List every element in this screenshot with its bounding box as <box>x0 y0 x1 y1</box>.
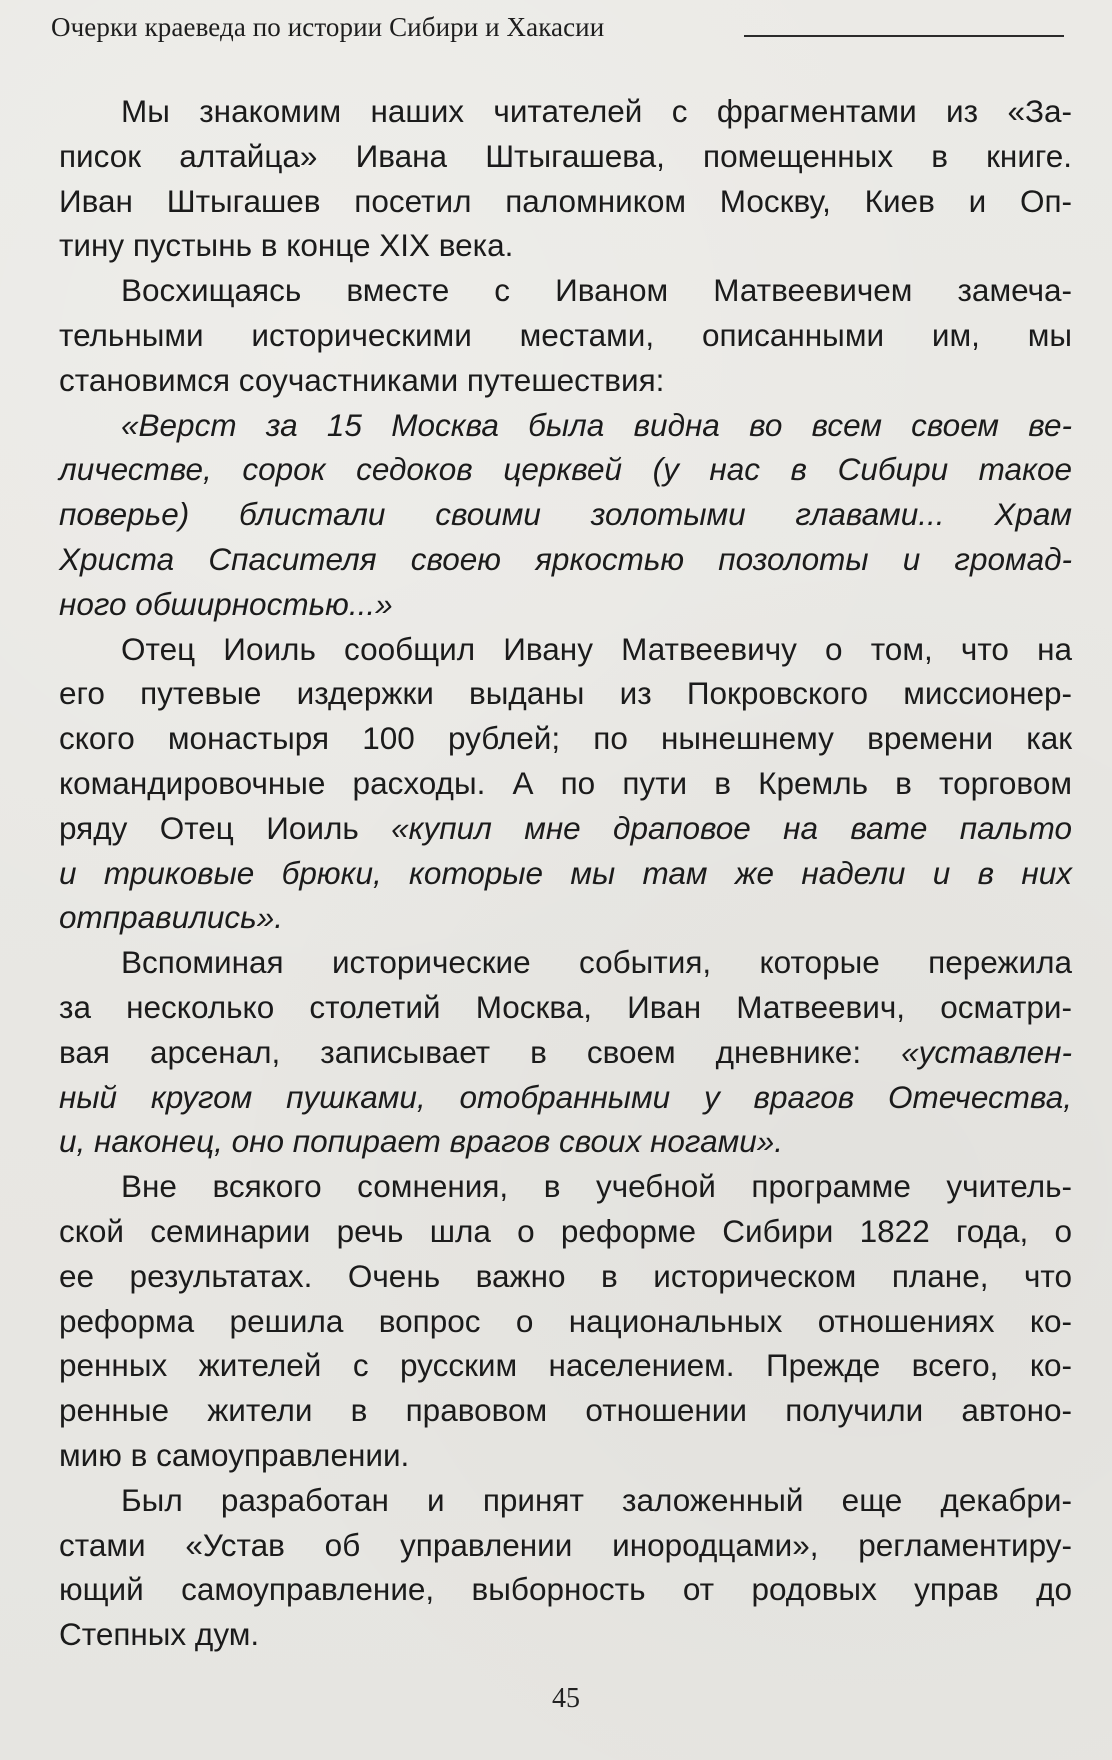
text-line: его путевые издержки выданы из Покровского миссионер- <box>59 675 1072 712</box>
running-header <box>51 10 1064 44</box>
text-line: Вне всякого сомнения, в учебной программе учитель- <box>121 1168 1072 1205</box>
text-line: тельными историческими местами, описанными им, мы <box>59 316 1072 353</box>
quote-fragment: «уставлен- <box>901 1033 1072 1070</box>
quote-line: поверье) блистали своими золотыми главами... Храм <box>59 496 1072 533</box>
text-line: мию в самоуправлении. <box>59 1436 410 1473</box>
quote-line: Христа Спасителя своею яркостью позолоты и громад- <box>59 540 1072 577</box>
text-line: ренные жители в правовом отношении получили автоно- <box>59 1392 1072 1429</box>
quote-line: ного обширностью...» <box>59 585 393 622</box>
text-line: Восхищаясь вместе с Иваном Матвеевичем замеча- <box>121 272 1072 309</box>
text-line: за несколько столетий Москва, Иван Матвеевич, осматри- <box>59 988 1072 1025</box>
quote-line: и триковые брюки, которые мы там же надели и в них <box>59 854 1072 891</box>
text-line: становимся соучастниками путешествия: <box>59 361 665 398</box>
page-number: 45 <box>552 1683 580 1714</box>
mixed-text-line <box>59 806 1072 851</box>
quote-fragment: «купил мне драповое на вате пальто <box>391 809 1072 846</box>
running-header-title: Очерки краеведа по истории Сибири и Хакасии <box>51 12 605 42</box>
quote-line: ный кругом пушками, отобранными у врагов Отечества, <box>59 1078 1072 1115</box>
text-line: стами «Устав об управлении инородцами», регламентиру- <box>59 1526 1072 1563</box>
quote-line: отправились». <box>59 899 283 936</box>
body-text <box>59 89 1072 1657</box>
text-fragment: ряду Отец Иоиль <box>59 809 392 846</box>
quote-line: и, наконец, оно попирает врагов своих ногами». <box>59 1123 784 1160</box>
text-line: Вспоминая исторические события, которые пережила <box>121 944 1072 981</box>
text-line: Был разработан и принят заложенный еще декабри- <box>121 1481 1072 1518</box>
text-line: Отец Иоиль сообщил Ивану Матвеевичу о том, что на <box>121 630 1072 667</box>
quote-line: личестве, сорок седоков церквей (у нас в Сибири такое <box>59 451 1072 488</box>
text-line: ской семинарии речь шла о реформе Сибири 1822 года, о <box>59 1212 1072 1249</box>
text-fragment: вая арсенал, записывает в своем дневнике: <box>59 1033 902 1070</box>
text-line: ского монастыря 100 рублей; по нынешнему времени как <box>59 720 1072 757</box>
text-line: ренных жителей с русским населением. Прежде всего, ко- <box>59 1347 1072 1384</box>
text-line: Степных дум. <box>59 1616 260 1653</box>
text-line: тину пустынь в конце XIX века. <box>59 227 514 264</box>
header-rule <box>744 35 1064 37</box>
text-line: командировочные расходы. А по пути в Кремль в торговом <box>59 764 1072 801</box>
text-line: ющий самоуправление, выборность от родовых управ до <box>59 1571 1072 1608</box>
text-line: Мы знакомим наших читателей с фрагментами из «За- <box>121 93 1072 129</box>
text-line: писок алтайца» Ивана Штыгашева, помещенных в книге. <box>59 137 1072 174</box>
text-line: ее результатах. Очень важно в историческом плане, что <box>59 1257 1072 1294</box>
text-line: Иван Штыгашев посетил паломником Москву, Киев и Оп- <box>59 182 1072 219</box>
text-line: реформа решила вопрос о национальных отношениях ко- <box>59 1302 1072 1339</box>
quote-line: «Верст за 15 Москва была видна во всем своем ве- <box>121 406 1072 443</box>
mixed-text-line <box>59 1030 1072 1075</box>
